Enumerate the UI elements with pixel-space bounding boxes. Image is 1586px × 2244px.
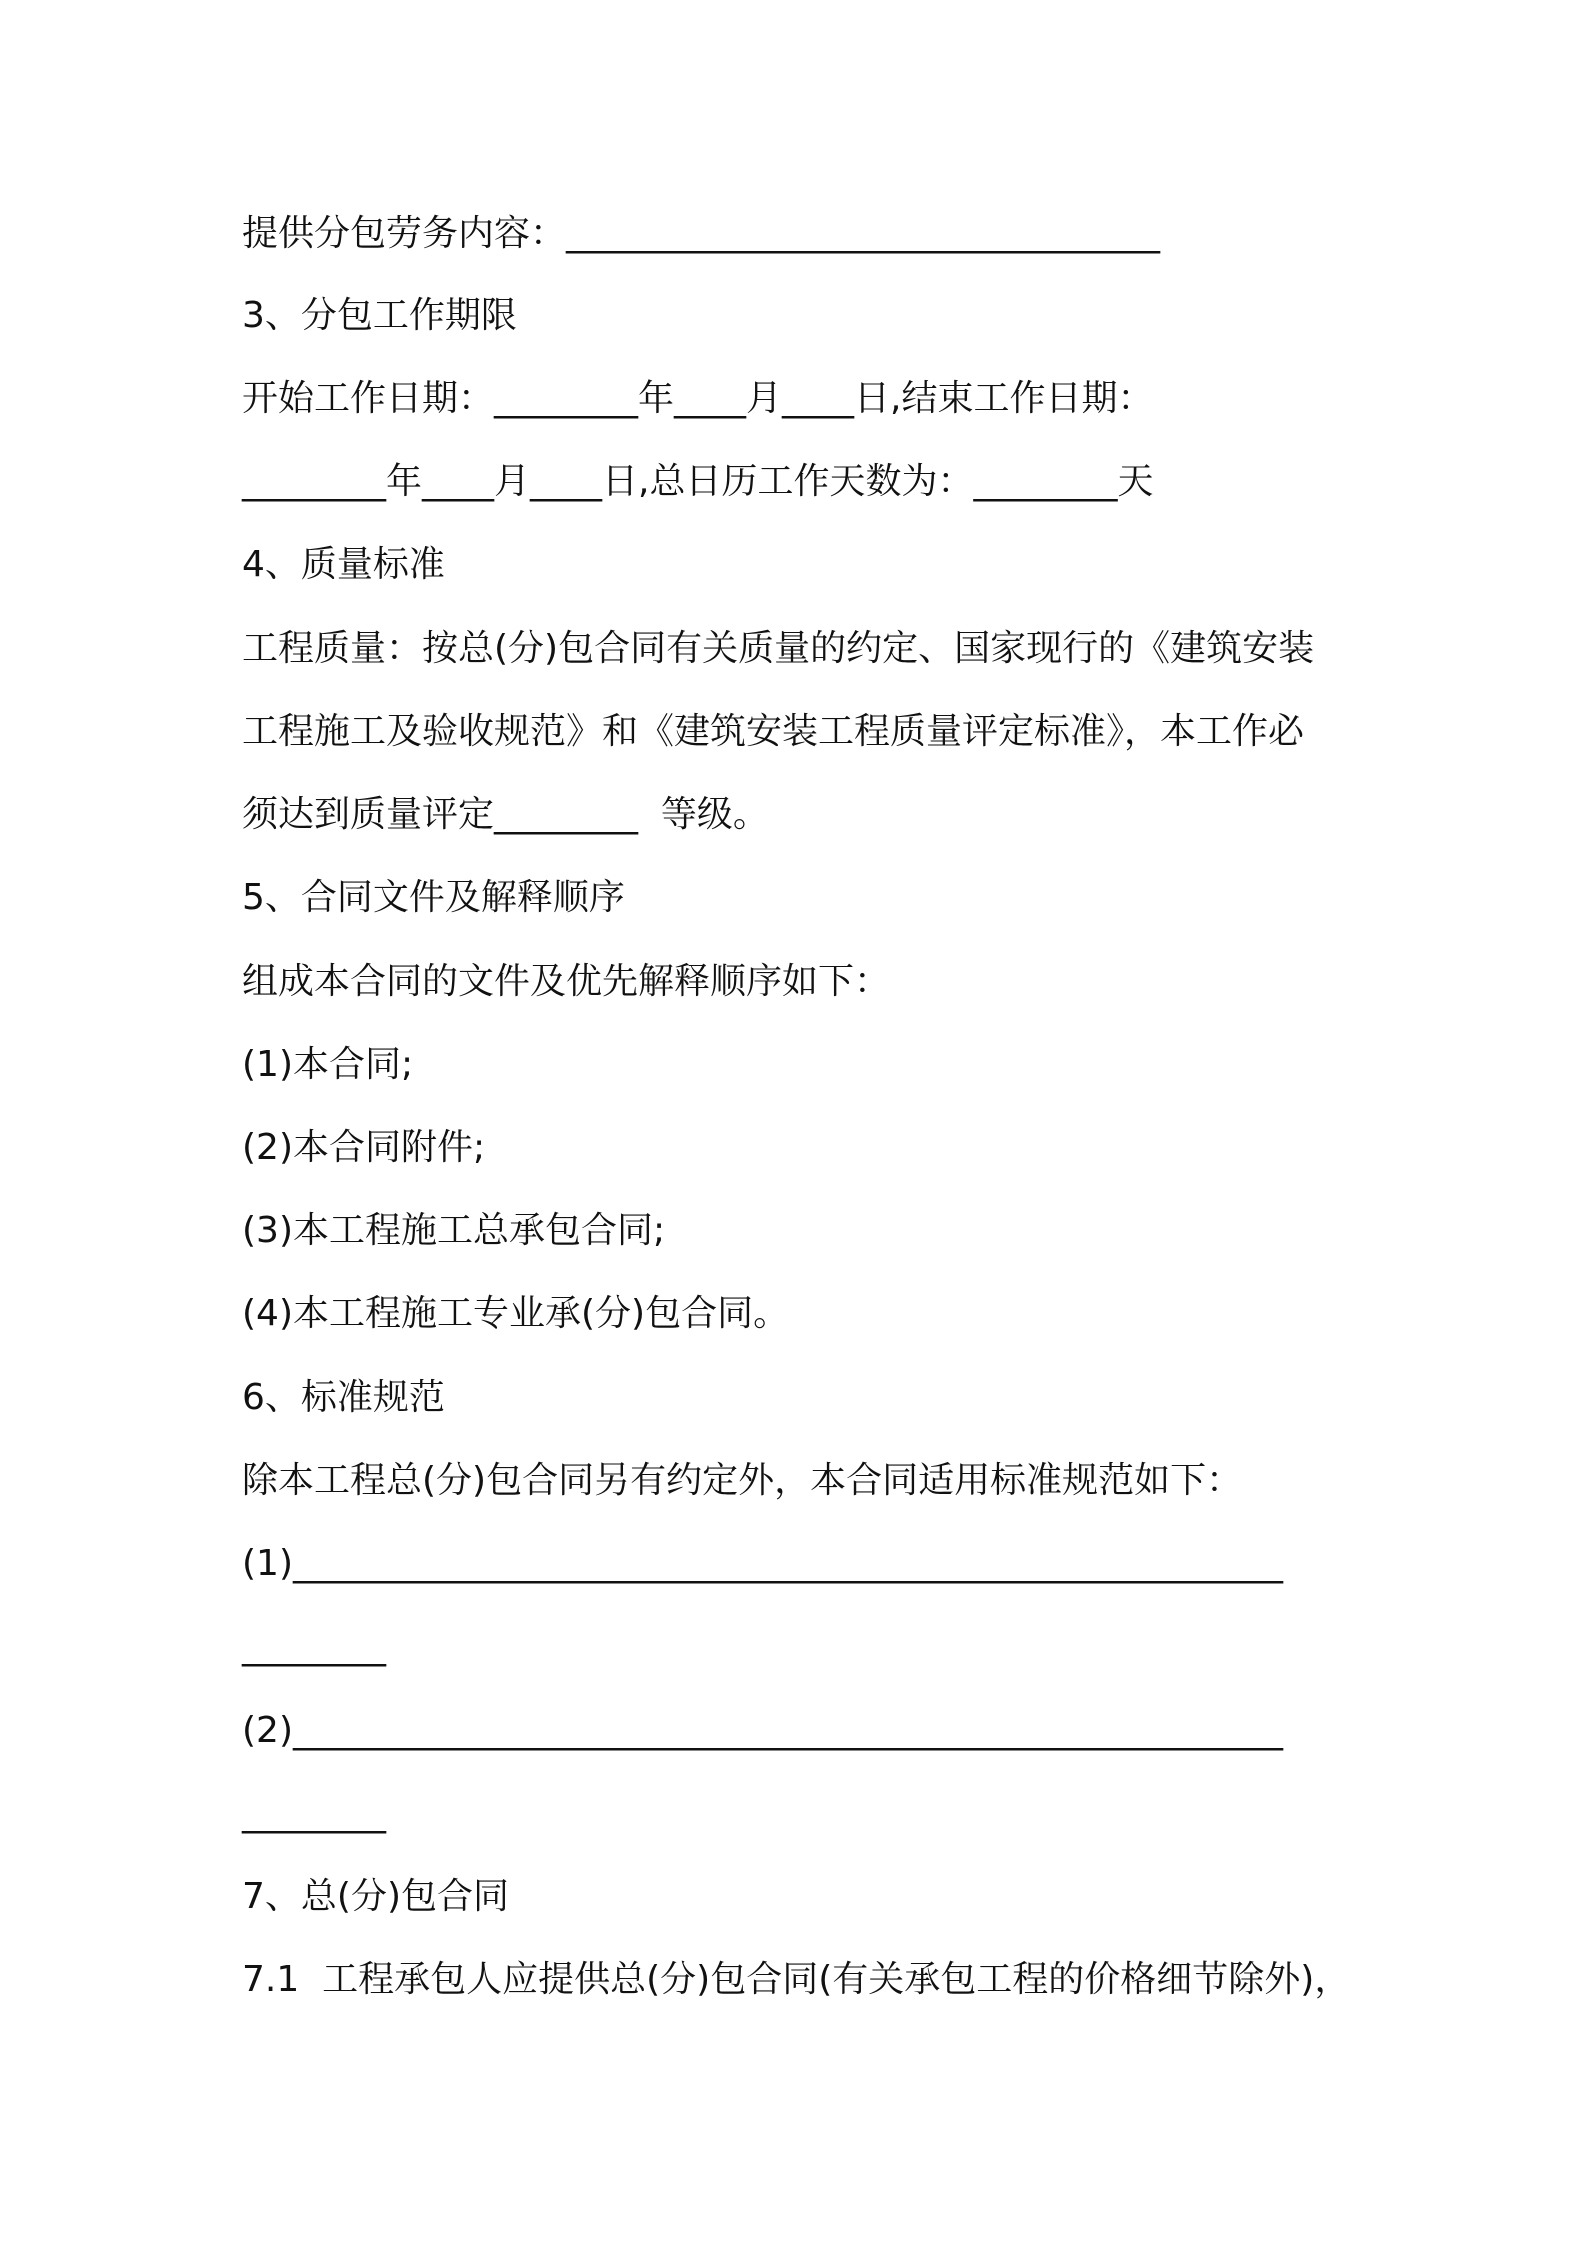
standards-blank-2-continued: ________ bbox=[242, 1793, 386, 1834]
quality-paragraph-line-1: 工程质量：按总(分)包合同有关质量的约定、国家现行的《建筑安装 bbox=[242, 628, 1315, 669]
standards-blank-2: (2)_______________________________________________________ bbox=[242, 1710, 1283, 1751]
clause-7-1: 7.1 工程承包人应提供总(分)包合同(有关承包工程的价格细节除外)， bbox=[242, 1959, 1351, 2000]
standards-intro: 除本工程总(分)包合同另有约定外，本合同适用标准规范如下： bbox=[242, 1460, 1243, 1501]
quality-paragraph-line-3: 须达到质量评定________ 等级。 bbox=[242, 794, 769, 835]
section-heading-main-contract: 7、总(分)包合同 bbox=[242, 1876, 509, 1917]
section-heading-work-period: 3、分包工作期限 bbox=[242, 295, 517, 336]
quality-paragraph-line-2: 工程施工及验收规范》和《建筑安装工程质量评定标准》，本工作必 bbox=[242, 711, 1305, 752]
labor-content-field: 提供分包劳务内容：_________________________________ bbox=[242, 213, 1161, 254]
section-heading-standards: 6、标准规范 bbox=[242, 1377, 445, 1418]
list-item: (4)本工程施工专业承(分)包合同。 bbox=[242, 1293, 790, 1334]
documents-intro: 组成本合同的文件及优先解释顺序如下： bbox=[242, 961, 891, 1002]
list-item: (1)本合同; bbox=[242, 1044, 414, 1085]
standards-blank-1-continued: ________ bbox=[242, 1626, 386, 1667]
start-date-line: 开始工作日期：________年____月____日,结束工作日期： bbox=[242, 378, 1154, 419]
section-heading-contract-documents: 5、合同文件及解释顺序 bbox=[242, 877, 625, 918]
section-heading-quality-standard: 4、质量标准 bbox=[242, 544, 445, 585]
list-item: (3)本工程施工总承包合同; bbox=[242, 1210, 666, 1251]
end-date-line: ________年____月____日,总日历工作天数为：________天 bbox=[242, 461, 1154, 502]
standards-blank-1: (1)_______________________________________________________ bbox=[242, 1543, 1283, 1584]
list-item: (2)本合同附件; bbox=[242, 1127, 486, 1168]
